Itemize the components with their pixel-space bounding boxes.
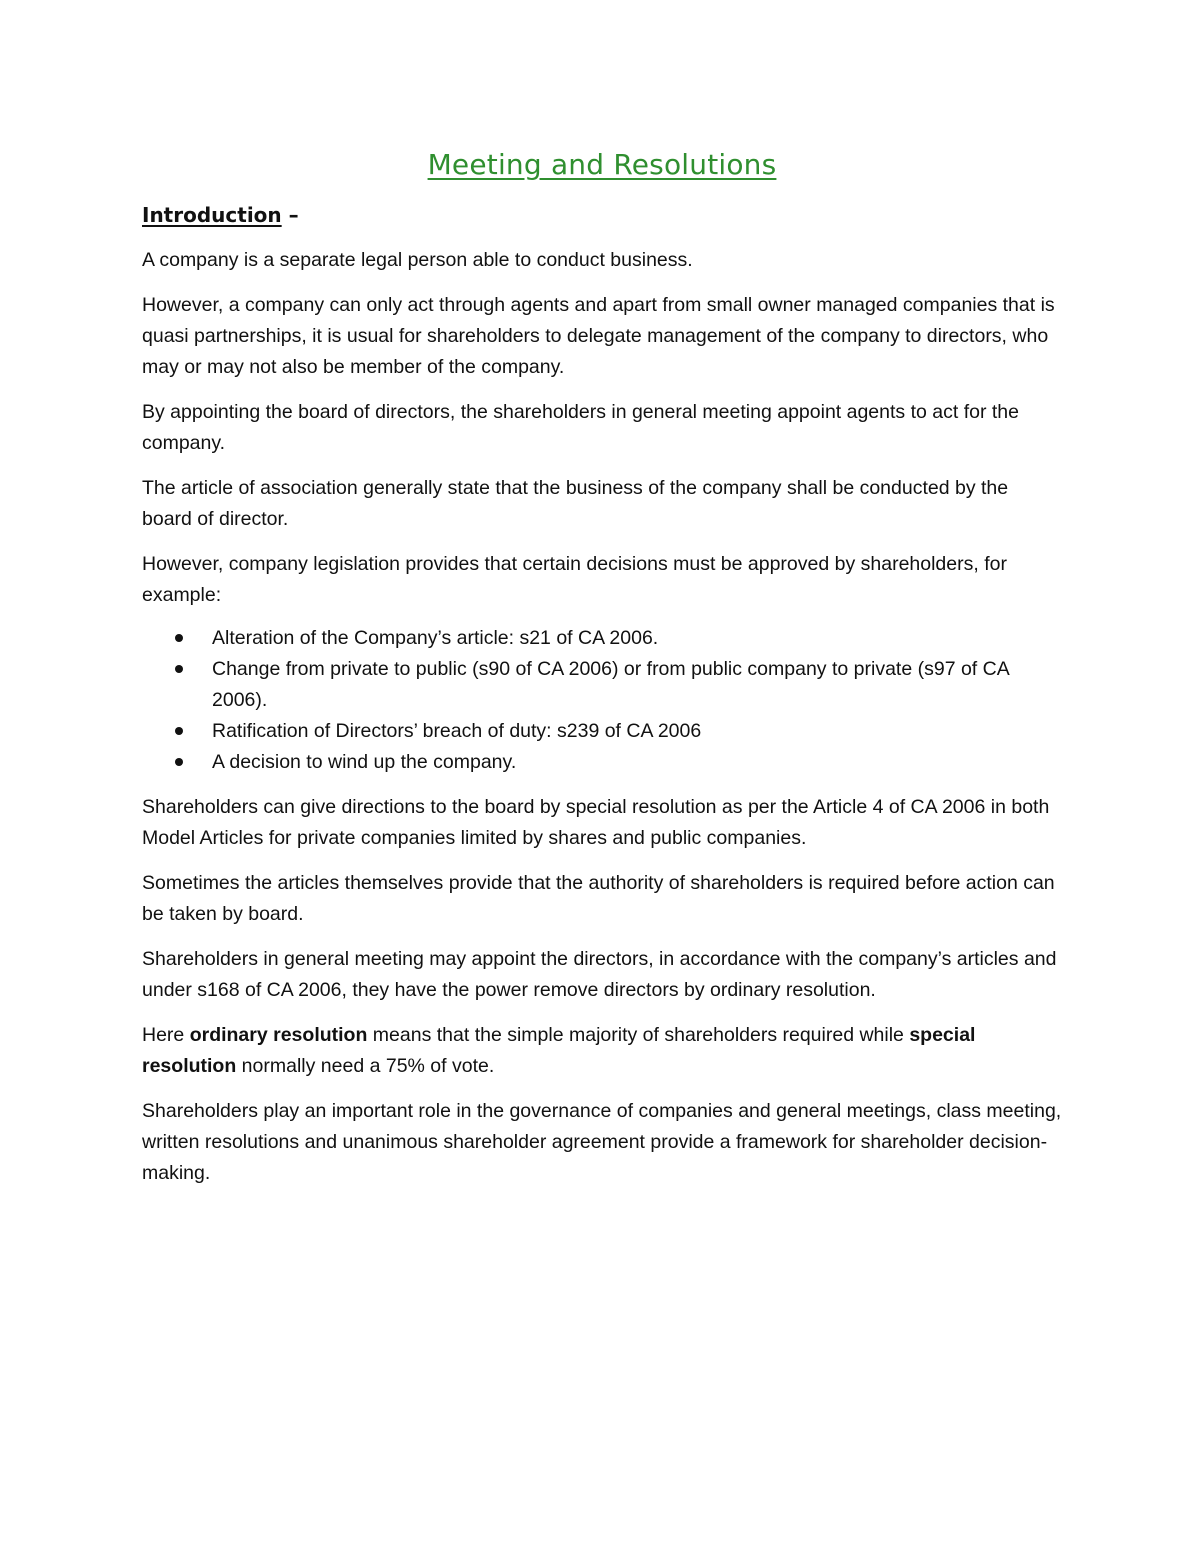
list-item-text: A decision to wind up the company. (212, 751, 517, 773)
list-item (142, 623, 1062, 654)
paragraph-6: Shareholders can give directions to the board by special resolution as per the Article 4 of CA 2006 in both Model Articles for private companies limited by shares and public companies. (142, 796, 1050, 849)
bullet-icon (175, 665, 183, 673)
section-heading-introduction (142, 203, 1062, 227)
term-ordinary-resolution: ordinary resolution (189, 1024, 368, 1046)
list-item-text: Change from private to public (s90 of CA 2006) or from public company to private (s97 of CA 2006). (212, 658, 1009, 711)
paragraph-7: Sometimes the articles themselves provide that the authority of shareholders is required before action can be taken by board. (142, 872, 1055, 925)
bullet-icon (175, 758, 183, 766)
term-special-resolution: special resolution (142, 1024, 976, 1077)
list-item (142, 654, 1062, 716)
section-heading-suffix: – (281, 203, 299, 227)
paragraph-2: However, a company can only act through agents and apart from small owner managed companies that is quasi partnerships, it is usual for shareholders to delegate management of the company to directors, who may or may not also be member of the company. (142, 294, 1055, 378)
bullet-icon (175, 634, 183, 642)
paragraph-9 (142, 1020, 1062, 1082)
paragraph-10: Shareholders play an important role in the governance of companies and general meetings, class meeting, written resolutions and unanimous shareholder agreement provide a framework for shareholder decision- making. (142, 1100, 1062, 1184)
document-page (142, 148, 1062, 1203)
paragraph-8: Shareholders in general meeting may appoint the directors, in accordance with the company’s articles and under s168 of CA 2006, they have the power remove directors by ordinary resolution. (142, 948, 1057, 1001)
paragraph-9-text-2: means that the simple majority of shareholders required while (367, 1024, 910, 1046)
section-heading-label: Introduction (142, 203, 282, 227)
list-item-text: Ratification of Directors’ breach of duty: s239 of CA 2006 (212, 720, 702, 742)
list-item (142, 716, 1062, 747)
list-item-text: Alteration of the Company’s article: s21 of CA 2006. (212, 627, 659, 649)
paragraph-1: A company is a separate legal person able to conduct business. (142, 249, 693, 271)
paragraph-9-text-3: normally need a 75% of vote. (236, 1055, 495, 1077)
paragraph-9-text-1: Here (142, 1024, 190, 1046)
paragraph-4: The article of association generally state that the business of the company shall be conducted by the board of director. (142, 477, 1009, 530)
paragraph-5: However, company legislation provides that certain decisions must be approved by shareholders, for example: (142, 553, 1007, 606)
list-item (142, 747, 1062, 778)
paragraph-3: By appointing the board of directors, the shareholders in general meeting appoint agents to act for the company. (142, 401, 1019, 454)
decision-list (142, 623, 1062, 778)
page-title: Meeting and Resolutions (427, 148, 777, 181)
bullet-icon (175, 727, 183, 735)
